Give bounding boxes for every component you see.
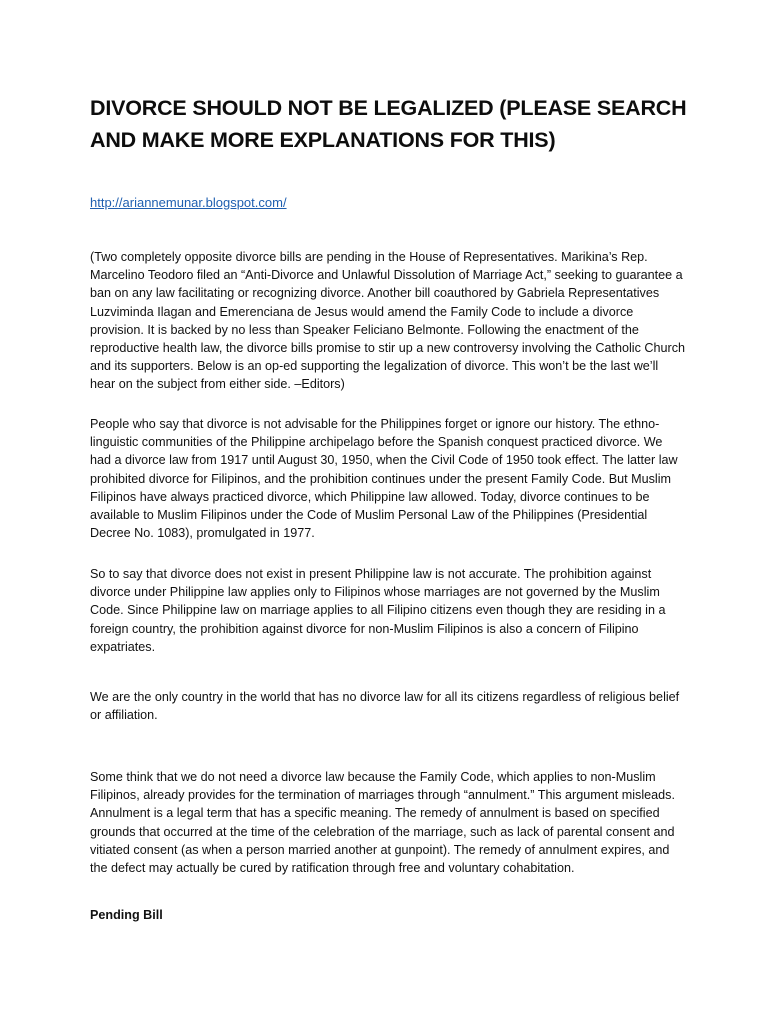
pending-bill-heading: Pending Bill: [90, 908, 163, 922]
editor-note-paragraph: (Two completely opposite divorce bills are pending in the House of Representatives. Marikina’s Rep. Marcelino Teodoro filed an “Anti-Divorce and Unlawful Dissolution of Marriage Act,” seeking to guarantee a ban on any law facilitating or recognizing divorce. Another bill coauthored by Gabriela Representatives Luzviminda Ilagan and Emerenciana de Jesus would amend the Family Code to include a divorce provision. It is backed by no less than Speaker Feliciano Belmonte. Following the enactment of the reproductive health law, the divorce bills promise to stir up a new controversy involving the Catholic Church and its supporters. Below is an op-ed supporting the legalization of divorce. This won’t be the last we’ll hear on the subject from either side. –Editors): [90, 250, 685, 392]
annulment-paragraph: Some think that we do not need a divorce law because the Family Code, which applies to non-Muslim Filipinos, already provides for the termination of marriages through “annulment.” This argument misleads. Annulment is a legal term that has a specific meaning. The remedy of annulment is based on specified grounds that occurred at the time of the celebration of the marriage, such as lack of parental consent and vitiated consent (as when a person married another at gunpoint). The remedy of annulment expires, and the defect may actually be cured by ratification through free and voluntary cohabitation.: [90, 770, 675, 876]
document-title: DIVORCE SHOULD NOT BE LEGALIZED (PLEASE SEARCH AND MAKE MORE EXPLANATIONS FOR THIS): [90, 96, 687, 152]
history-paragraph: People who say that divorce is not advisable for the Philippines forget or ignore our history. The ethno-linguistic communities of the Philippine archipelago before the Spanish conquest practiced divorce. We had a divorce law from 1917 until August 30, 1950, when the Civil Code of 1950 took effect. The latter law prohibited divorce for Filipinos, and the prohibition continues under the present Family Code. But Muslim Filipinos have always practiced divorce, which Philippine law allowed. Today, divorce continues to be available to Muslim Filipinos under the Code of Muslim Personal Law of the Philippines (Presidential Decree No. 1083), promulgated in 1977.: [90, 417, 678, 541]
only-country-paragraph: We are the only country in the world that has no divorce law for all its citizens regardless of religious belief or affiliation.: [90, 690, 680, 723]
current-law-paragraph: So to say that divorce does not exist in present Philippine law is not accurate. The prohibition against divorce under Philippine law applies only to Filipinos whose marriages are not governed by the Muslim Code. Since Philippine law on marriage applies to all Filipino citizens even though they are residing in a foreign country, the prohibition against divorce for non-Muslim Filipinos is also a concern of Filipino expatriates.: [90, 567, 666, 654]
source-link[interactable]: http://ariannemunar.blogspot.com/: [90, 195, 287, 210]
